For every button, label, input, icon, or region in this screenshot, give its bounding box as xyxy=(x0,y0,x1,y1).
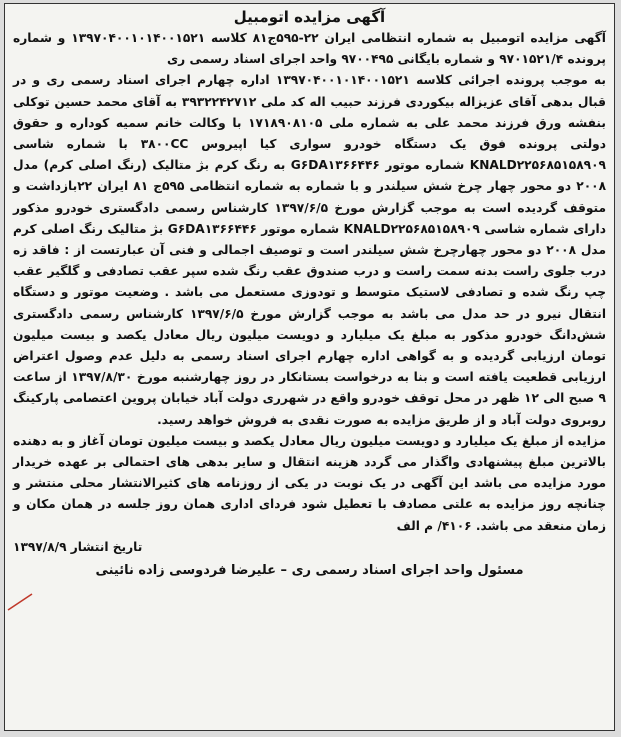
pen-mark-icon xyxy=(6,590,34,614)
publish-date: تاریخ انتشار ۱۳۹۷/۸/۹ xyxy=(13,539,143,554)
notice-terms-paragraph: مزایده از مبلغ یک میلیارد و دویست میلیون ریال معادل یکصد و بیست میلیون تومان آغاز و به دهنده بالاترین مبلغ پیشنهادی واگذار می گردد هزینه انتقال و سایر بدهی های احتمالی بر عهده خریدار مورد مزایده می باشد این آگهی در یک نوبت در یکی از روزنامه های کثیرالانتشار محلی منتشر و چنانچه روز مزایده به علتی مصادف با تعطیل شود فردای اداری همان روز جلسه در همان مکان و زمان منعقد می باشد. ۴۱۰۶/ م الف xyxy=(13,433,606,533)
notice-header-paragraph: آگهی مزایده اتومبیل به شماره انتظامی ایران ۲۲-۵۹۵ج۸۱ کلاسه ۱۳۹۷۰۴۰۰۱۰۱۴۰۰۱۵۲۱ و شماره پرونده ۹۷۰۱۵۲۱/۴ و شماره بایگانی ۹۷۰۰۴۹۵ واحد اجرای اسناد رسمی ری xyxy=(13,31,606,67)
notice-title: آگهی مزایده اتومبیل xyxy=(233,8,386,26)
notice-body-paragraph: به موجب پرونده اجرائی کلاسه ۱۳۹۷۰۴۰۰۱۰۱۴۰۰۱۵۲۱ اداره چهارم اجرای اسناد رسمی ری و در قبال بدهی آقای عزیزاله بیکوردی فرزند حبیب اله کد ملی ۳۹۳۲۲۴۲۷۱۲ به آقای محمد حسین توکلی بنفشه ورق فرزند محمد علی به شماره ملی ۱۷۱۸۹۰۸۱۰۵ با وکالت خانم سمیه کوداره و حقوق دولتی پرونده فوق یک دستگاه خودرو سواری کیا اپیروس ۳۸۰۰CC با شماره شاسی KNALD۲۲۵۶۸۵۱۵۸۹۰۹ شماره موتور G۶DA۱۳۶۶۴۴۶ به رنگ کرم بژ متالیک (رنگ اصلی کرم) مدل ۲۰۰۸ دو محور چهار چرخ شش سیلندر و با شماره به شماره انتظامی ۵۹۵ج ۸۱ ایران ۲۲بازداشت و متوقف گردیده است به موجب گزارش مورخ ۱۳۹۷/۶/۵ کارشناس رسمی دادگستری خودرو مذکور دارای شماره شاسی KNALD۲۲۵۶۸۵۱۵۸۹۰۹ شماره موتور G۶DA۱۳۶۶۴۴۶ بژ متالیک رنگ اصلی کرم مدل ۲۰۰۸ دو محور چهارچرخ شش سیلندر است و توصیف اجمالی و فنی آن عبارتست از : فاقد زه درب جلوی راست بدنه سمت راست و درب صندوق عقب رنگ شده سپر عقب تصادفی و گلگیر عقب چپ رنگ شده و تصادفی لاستیک متوسط و تودوزی مستعمل می باشد . وضعیت موتور و دستگاه انتقال نیرو در حد مدل می باشد به موجب گزارش مورخ ۱۳۹۷/۶/۵ کارشناس رسمی دادگستری شش‌دانگ خودرو مذکور به مبلغ یک میلیارد و دویست میلیون ریال معادل یکصد و بیست میلیون تومان ارزیابی گردیده و به گواهی اداره چهارم اجرای اسناد رسمی به دلیل عدم وصول اعتراض ارزیابی قطعیت یافته است و بنا به درخواست بستانکار در روز چهارشنبه مورخ ۱۳۹۷/۸/۳۰ از ساعت ۹ صبح الی ۱۲ ظهر در محل توقف خودرو واقع در شهرری دولت آباد خیابان پروین اعتصامی پارکینگ روبروی دولت آباد و از طریق مزایده به صورت نقدی به فروش خواهد رسید. xyxy=(13,73,607,427)
auction-notice xyxy=(4,3,615,731)
signature-line: مسئول واحد اجرای اسناد رسمی ری – علیرضا فردوسی زاده نائینی xyxy=(95,563,524,579)
